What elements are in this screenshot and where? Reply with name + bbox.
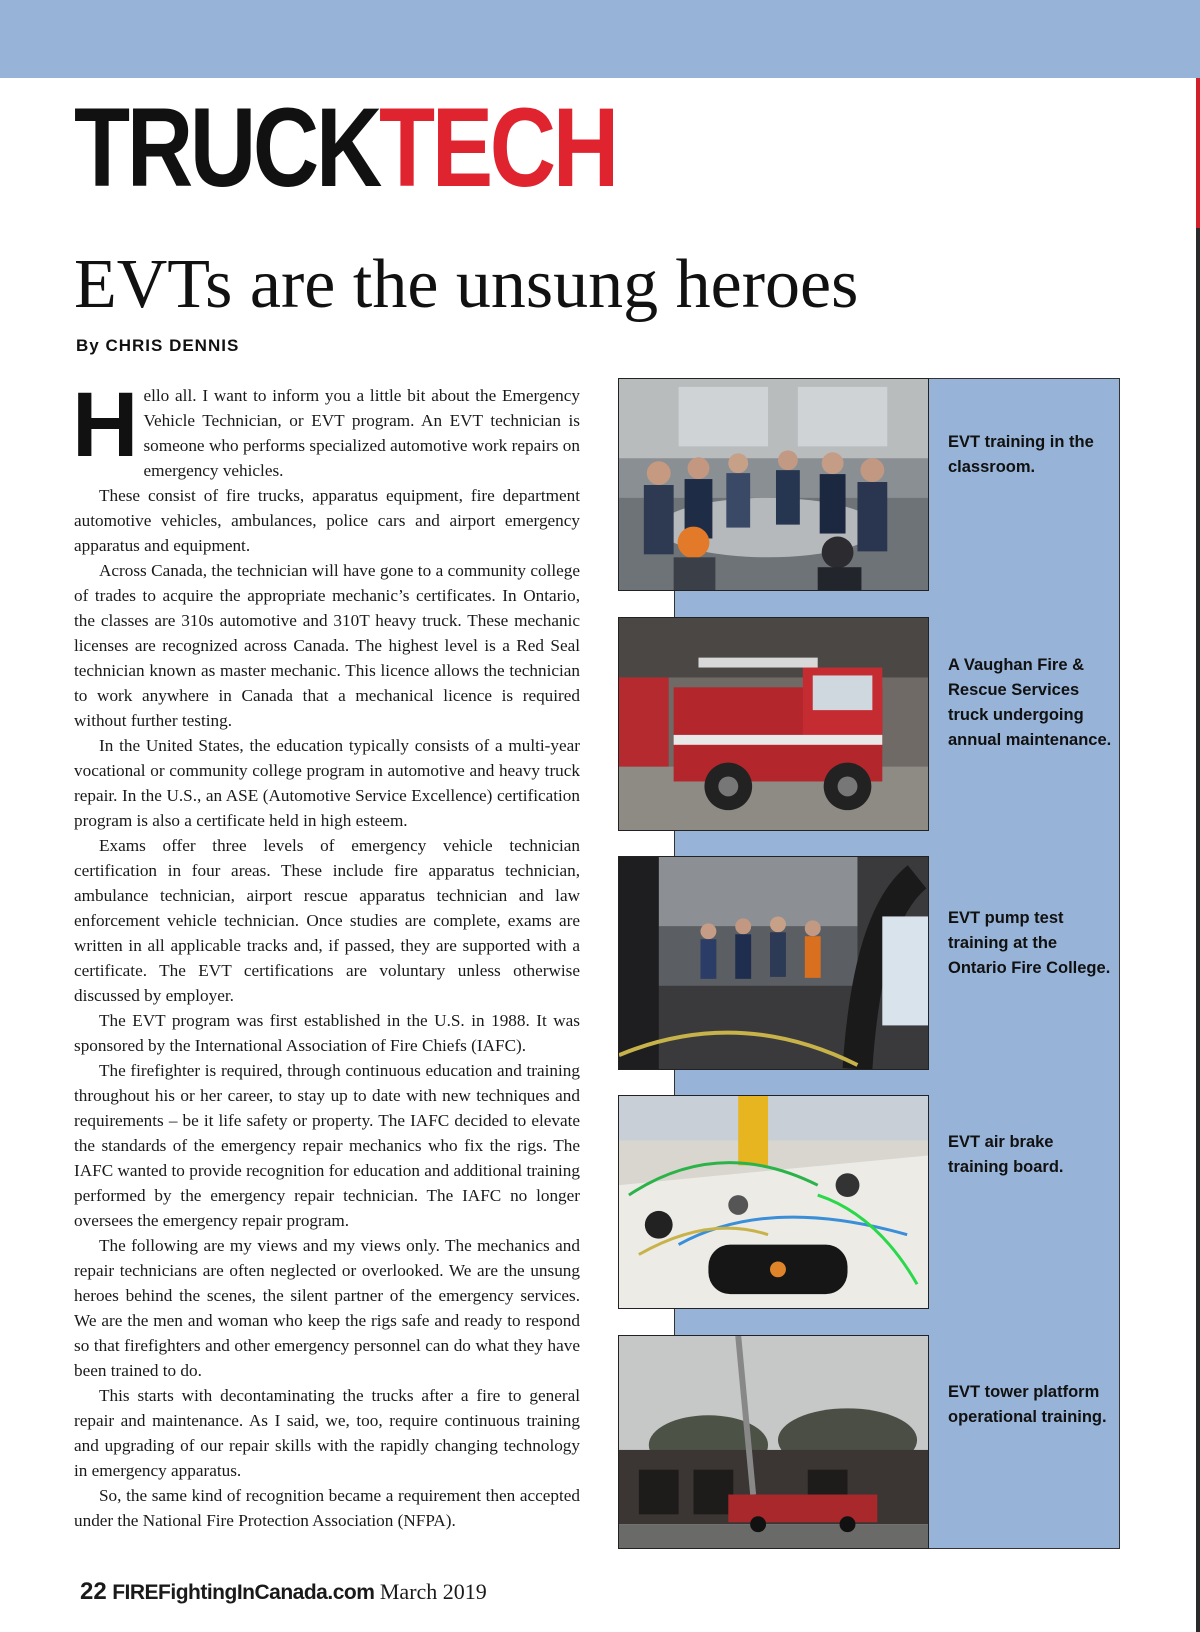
article-body	[72, 374, 580, 1533]
photo-fire-truck	[618, 617, 929, 831]
paragraph-3: Across Canada, the technician will have gone to a community college of trades to acquire the appropriate mechanic’s certificates. In Ontario, the classes are 310s automotive and 310T heavy truck. These mechanic licenses are recognized across Canada. The highest level is a Red Seal technician known as master mechanic. This licence allows the technician to work anywhere in Canada that a mechanical licence is required without further testing.	[74, 561, 580, 730]
top-color-band	[0, 0, 1200, 78]
section-logo	[74, 85, 616, 210]
footer-date: March 2019	[379, 1579, 487, 1604]
paragraph-7: The firefighter is required, through continuous education and training throughout his or her career, to stay up to date with new techniques and requirements – be it life safety or property. The IAFC decided to elevate the standards of the emergency repair mechanics who fix the rigs. The IAFC wanted to provide recognition for education and additional training performed by the emergency repair technician. The IAFC no longer oversees the emergency repair program.	[74, 1061, 580, 1230]
caption-air-brake-board: EVT air brake training board.	[948, 1133, 1064, 1176]
section-logo-part2: TECH	[379, 85, 616, 210]
paragraph-2: These consist of fire trucks, apparatus equipment, fire department automotive vehicles, ambulances, police cars and airport emergency apparatus and equipment.	[74, 486, 580, 555]
caption-fire-truck: A Vaughan Fire & Rescue Services truck undergoing annual maintenance.	[948, 656, 1112, 749]
paragraph-text: ello all. I want to inform you a little bit about the Emergency Vehicle Technician, or EVT program. An EVT technician is someone who performs specialized automotive work repairs on emergency vehicles.	[143, 386, 580, 480]
article-title: EVTs are the unsung heroes	[74, 246, 859, 323]
caption-tower-platform: EVT tower platform operational training.	[948, 1383, 1107, 1426]
photo-classroom	[618, 378, 929, 591]
section-logo-part1: TRUCK	[74, 85, 380, 210]
caption-pump-test: EVT pump test training at the Ontario Fire College.	[948, 909, 1111, 977]
byline: By CHRIS DENNIS	[76, 336, 240, 355]
footer-site: FIREFightingInCanada.com	[112, 1581, 375, 1604]
paragraph-4: In the United States, the education typically consists of a multi-year vocational or community college program in automotive and heavy truck repair. In the U.S., an ASE (Automotive Service Excellence) certification program is also a certificate held in high esteem.	[74, 736, 580, 830]
caption-classroom: EVT training in the classroom.	[948, 433, 1094, 476]
page-number: 22	[80, 1578, 107, 1605]
paragraph-8: The following are my views and my views only. The mechanics and repair technicians are often neglected or overlooked. We are the unsung heroes behind the scenes, the silent partner of the emergency services. We are the men and woman who keep the rigs safe and ready to respond so that firefighters and other emergency personnel can do what they have been trained to do.	[74, 1236, 580, 1380]
page-edge	[1196, 78, 1200, 1632]
paragraph-5: Exams offer three levels of emergency vehicle technician certification in four areas. These include fire apparatus technician, ambulance technician, airport rescue apparatus technician and law enforcement vehicle technician. Once studies are complete, exams are written in all applicable tracks and, if passed, they are supported with a certificate. The EVT certifications are voluntary unless otherwise discussed by employer.	[74, 836, 580, 1005]
paragraph-10: So, the same kind of recognition became a requirement then accepted under the National Fire Protection Association (NFPA).	[74, 1486, 580, 1530]
page-footer	[80, 1578, 487, 1606]
paragraph-1	[72, 374, 580, 483]
paragraph-6: The EVT program was first established in the U.S. in 1988. It was sponsored by the International Association of Fire Chiefs (IAFC).	[74, 1011, 580, 1055]
paragraph-9: This starts with decontaminating the trucks after a fire to general repair and maintenance. As I said, we, too, require continuous training and upgrading of our repair skills with the rapidly changing technology in emergency apparatus.	[74, 1386, 580, 1480]
photo-pump-test	[618, 856, 929, 1070]
dropcap: H	[72, 374, 139, 476]
photo-air-brake-board	[618, 1095, 929, 1309]
photo-tower-platform	[618, 1335, 929, 1549]
page-edge-accent	[1196, 78, 1200, 228]
